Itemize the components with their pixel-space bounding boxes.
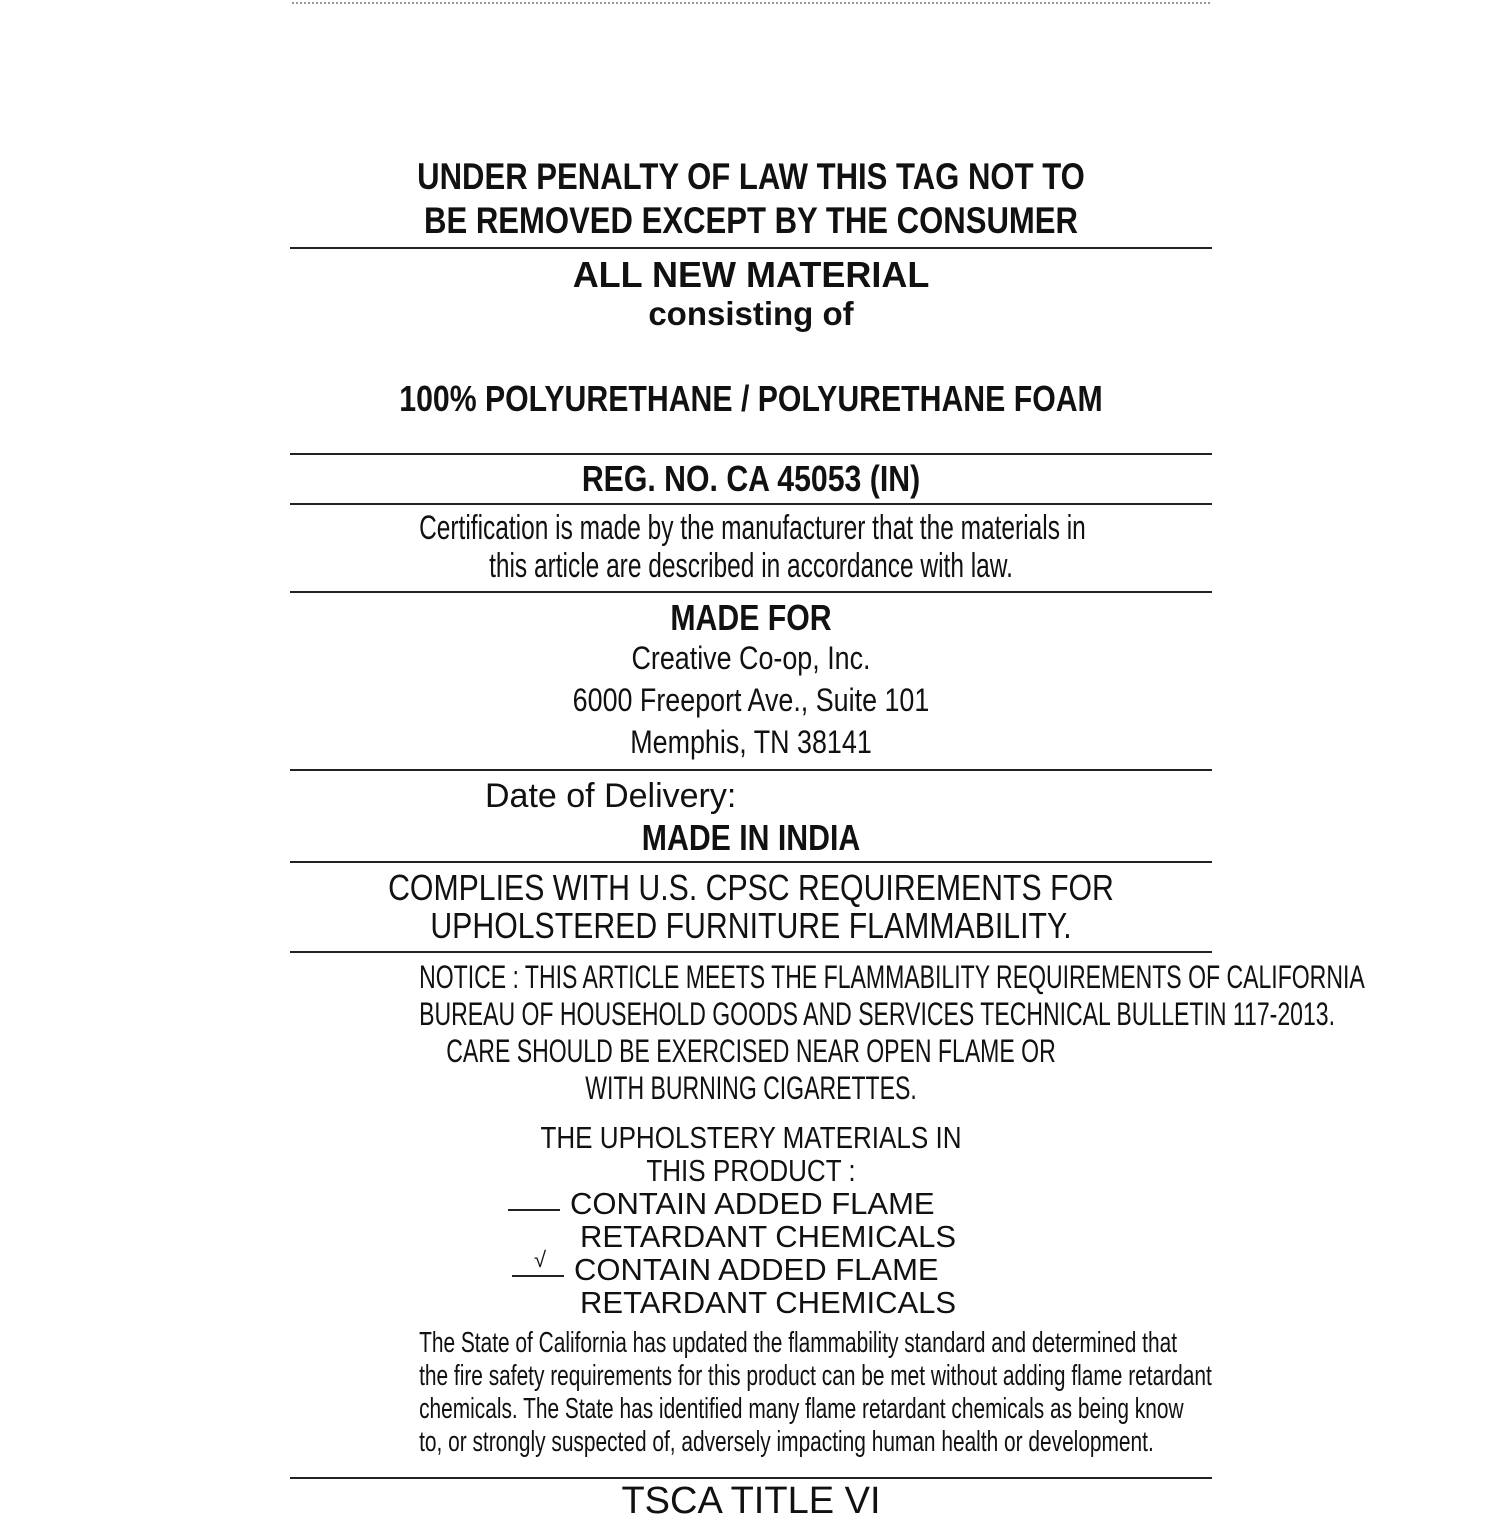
registration-number-text: REG. NO. CA 45053 (IN) [581, 458, 921, 499]
check-mark-2: √ [534, 1247, 547, 1272]
certification-line-2: this article are described in accordance with law. [489, 547, 1013, 585]
certification-line-1: Certification is made by the manufacturer that the materials in [419, 509, 1086, 547]
option-1-line-1: CONTAIN ADDED FLAME [570, 1186, 935, 1221]
upholstery-statement [290, 1121, 1212, 1187]
law-label [290, 155, 1365, 1523]
option-1-line-2: RETARDANT CHEMICALS [580, 1219, 957, 1254]
tsca-title: TSCA TITLE VI [621, 1480, 881, 1522]
certification-text [290, 505, 1212, 591]
date-of-delivery-label: Date of Delivery: [485, 777, 737, 815]
consisting-of-text: consisting of [648, 295, 854, 332]
compliance-line-1: COMPLIES WITH U.S. CPSC REQUIREMENTS FOR [388, 867, 1114, 908]
made-for-address [290, 637, 1212, 769]
upholstery-line-1: THE UPHOLSTERY MATERIALS IN [540, 1120, 962, 1155]
california-notice [290, 953, 1365, 1107]
material-content-text: 100% POLYURETHANE / POLYURETHANE FOAM [399, 378, 1103, 419]
notice-line-1: NOTICE : THIS ARTICLE MEETS THE FLAMMABILITY REQUIREMENTS OF CALIFORNIA [419, 959, 1365, 995]
registration-number [290, 455, 1212, 503]
checkbox-blank-2 [512, 1275, 564, 1277]
option-1-row-cont [290, 1220, 1212, 1253]
option-2-row [290, 1247, 1212, 1287]
city-address: Memphis, TN 38141 [630, 724, 872, 760]
option-2-line-1: CONTAIN ADDED FLAME [574, 1252, 939, 1287]
divider [290, 247, 1212, 249]
warning-notice [290, 155, 1212, 247]
compliance-line-2: UPHOLSTERED FURNITURE FLAMMABILITY. [430, 905, 1072, 946]
made-for-heading [290, 593, 1212, 637]
state-notice-line-1: The State of California has updated the flammability standard and determined that [419, 1327, 1178, 1359]
upholstery-line-2: THIS PRODUCT : [646, 1153, 856, 1188]
street-address: 6000 Freeport Ave., Suite 101 [572, 682, 930, 718]
state-notice-line-2: the fire safety requirements for this product can be met without adding flame retardant [419, 1360, 1212, 1392]
country-of-origin-text: MADE IN INDIA [641, 817, 861, 858]
notice-line-4: WITH BURNING CIGARETTES. [585, 1070, 917, 1106]
dotted-border [292, 2, 1210, 8]
option-2-line-2: RETARDANT CHEMICALS [580, 1285, 957, 1320]
warning-line-1: UNDER PENALTY OF LAW THIS TAG NOT TO [417, 156, 1085, 197]
material-content [290, 379, 1212, 453]
state-of-california-notice [290, 1327, 1212, 1477]
country-of-origin [290, 817, 1212, 861]
notice-line-2: BUREAU OF HOUSEHOLD GOODS AND SERVICES TECHNICAL BULLETIN 117-2013. [419, 996, 1335, 1032]
warning-line-2: BE REMOVED EXCEPT BY THE CONSUMER [424, 200, 1078, 241]
cpsc-compliance [290, 863, 1212, 951]
made-for-heading-text: MADE FOR [670, 597, 832, 638]
company-name: Creative Co-op, Inc. [631, 640, 871, 676]
state-notice-line-4: to, or strongly suspected of, adversely impacting human health or development. [419, 1426, 1154, 1458]
state-notice-line-3: chemicals. The State has identified many flame retardant chemicals as being know [419, 1393, 1184, 1425]
option-2-row-cont [290, 1286, 1212, 1319]
notice-line-3: CARE SHOULD BE EXERCISED NEAR OPEN FLAME OR [446, 1033, 1056, 1069]
option-1-row [290, 1187, 1212, 1220]
material-heading: ALL NEW MATERIAL [572, 254, 930, 295]
checkbox-blank-1 [508, 1209, 560, 1211]
